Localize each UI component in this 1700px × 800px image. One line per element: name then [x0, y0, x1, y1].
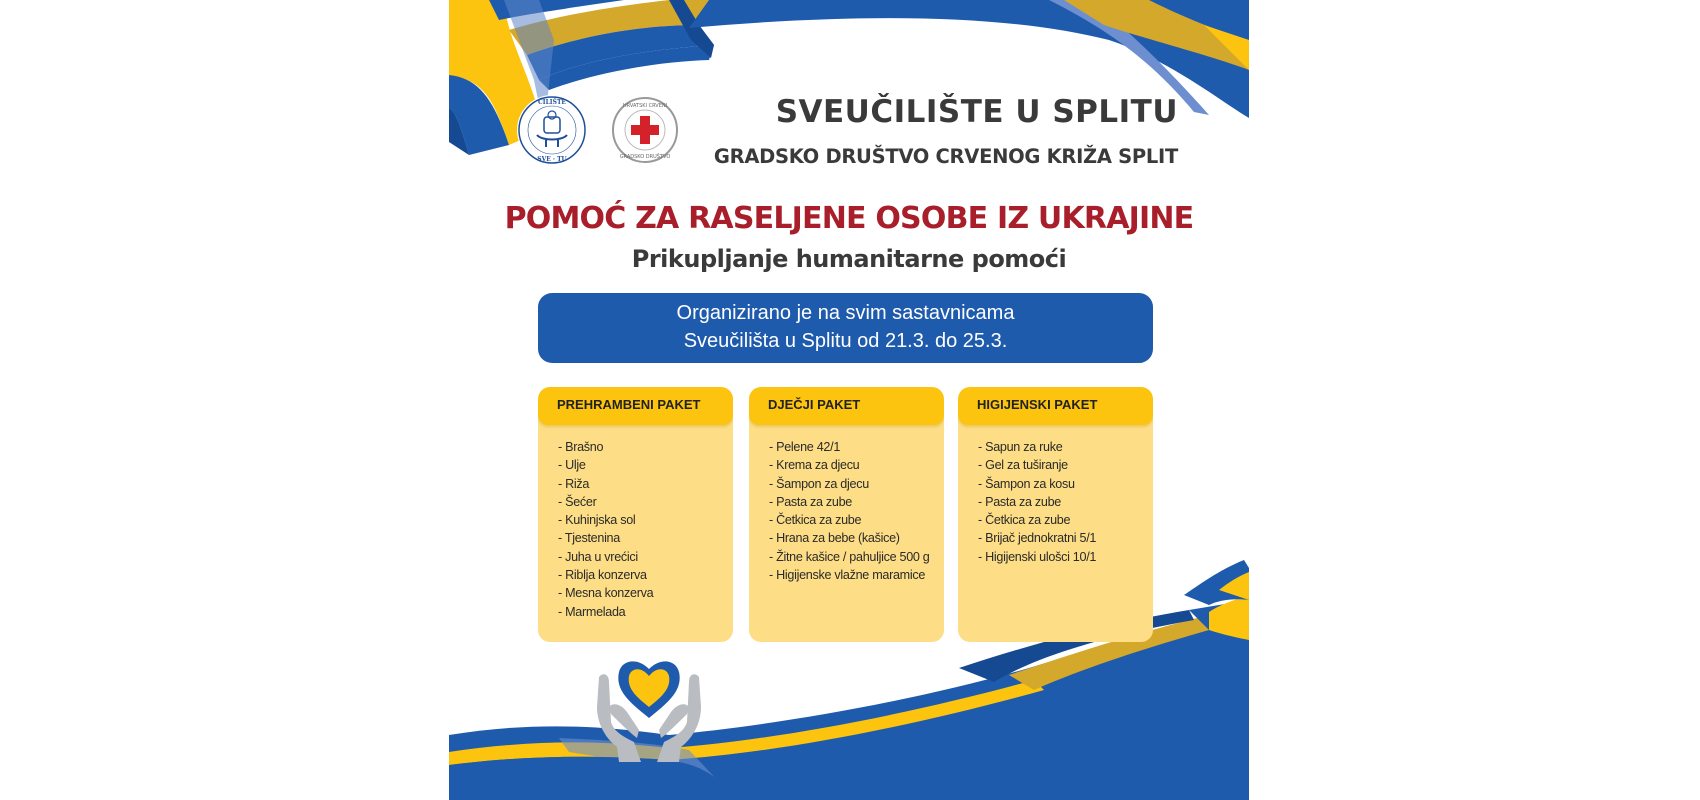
university-seal-logo	[517, 95, 587, 165]
institution-title: SVEUČILIŠTE U SPLITU	[775, 94, 1178, 130]
package-card-food	[538, 387, 733, 642]
list-item: - Riblja konzerva	[558, 568, 647, 583]
list-item: - Pasta za zube	[978, 494, 1062, 509]
headline: POMOĆ ZA RASELJENE OSOBE IZ UKRAJINE	[504, 201, 1194, 236]
info-line-2: Sveučilišta u Splitu od 21.3. do 25.3.	[683, 330, 1008, 352]
list-item: - Pasta za zube	[769, 494, 853, 509]
organization-title: GRADSKO DRUŠTVO CRVENOG KRIŽA SPLIT	[713, 145, 1178, 168]
svg-text:GRADSKO DRUŠTVO: GRADSKO DRUŠTVO	[619, 154, 671, 160]
list-item: - Četkica za zube	[769, 513, 862, 528]
red-cross-icon	[611, 96, 679, 164]
list-item: - Brašno	[558, 440, 604, 454]
package-card-children	[749, 387, 944, 642]
red-cross-logo	[611, 96, 679, 164]
subheadline: Prikupljanje humanitarne pomoći	[631, 245, 1067, 273]
package-title: PREHRAMBENI PAKET	[538, 387, 733, 425]
list-item: - Tjestenina	[558, 531, 620, 546]
list-item: - Pelene 42/1	[769, 440, 841, 454]
list-item: - Četkica za zube	[978, 513, 1071, 528]
package-title: HIGIJENSKI PAKET	[958, 387, 1153, 425]
svg-text:ČILIŠTE: ČILIŠTE	[538, 99, 566, 106]
list-item: - Kuhinjska sol	[558, 513, 636, 528]
list-item: - Sapun za ruke	[978, 440, 1063, 454]
package-card-hygiene	[958, 387, 1153, 642]
svg-text:SVE · TU: SVE · TU	[537, 156, 567, 163]
package-title: DJEČJI PAKET	[749, 387, 944, 425]
list-item: - Riža	[558, 476, 590, 491]
list-item: - Ulje	[558, 458, 586, 473]
list-item: - Marmelada	[558, 604, 626, 619]
list-item: - Šampon za djecu	[769, 476, 869, 491]
list-item: - Šampon za kosu	[978, 476, 1075, 491]
list-item: - Brijač jednokratni 5/1	[978, 531, 1097, 546]
list-item: - Žitne kašice / pahuljice 500 g	[769, 549, 930, 564]
list-item: - Mesna konzerva	[558, 586, 654, 601]
hands-holding-heart-icon	[589, 652, 709, 762]
info-box	[538, 293, 1153, 363]
list-item: - Gel za tuširanje	[978, 458, 1068, 473]
package-item-list	[749, 425, 944, 584]
list-item: - Krema za djecu	[769, 458, 860, 473]
poster	[449, 0, 1249, 800]
package-item-list	[538, 425, 733, 621]
package-item-list	[958, 425, 1153, 566]
list-item: - Šećer	[558, 494, 597, 509]
info-line-1: Organizirano je na svim sastavnicama	[676, 302, 1015, 324]
svg-text:HRVATSKI CRVENI: HRVATSKI CRVENI	[622, 103, 668, 109]
university-seal-icon	[517, 95, 587, 165]
list-item: - Higijenske vlažne maramice	[769, 568, 926, 583]
list-item: - Hrana za bebe (kašice)	[769, 531, 900, 546]
list-item: - Juha u vrećici	[558, 549, 638, 564]
list-item: - Higijenski ulošci 10/1	[978, 549, 1097, 564]
